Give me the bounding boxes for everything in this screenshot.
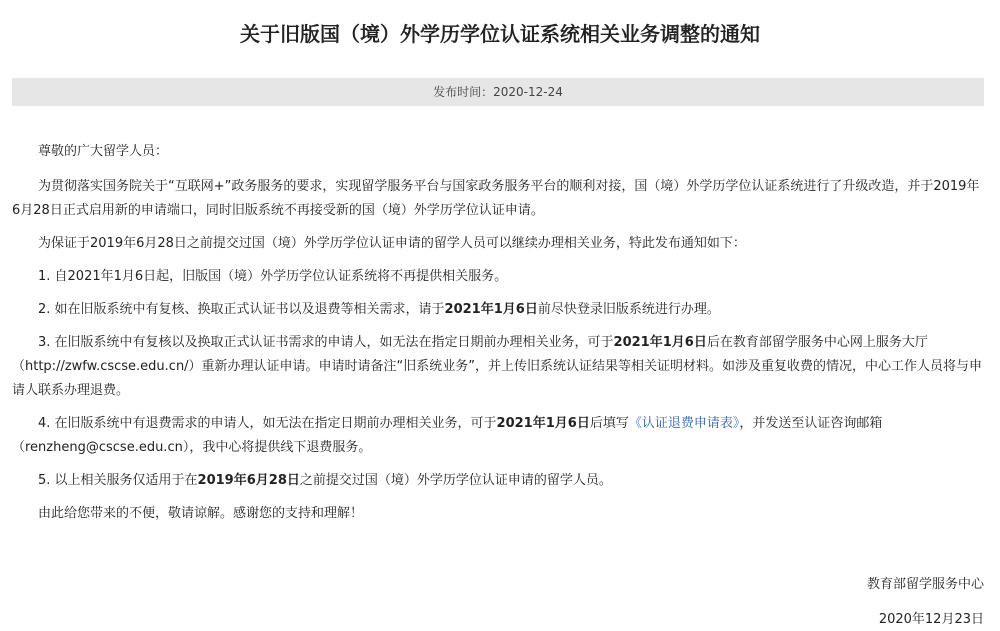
signature-org: 教育部留学服务中心 xyxy=(866,577,984,592)
item-2-date: 2021年1月6日 xyxy=(444,302,538,317)
item-4-text-d: ，并发送至认证咨询邮箱（renzheng@cscse.edu.cn），我中心将提供线下退费服务。 xyxy=(12,416,883,455)
refund-form-link[interactable]: 《认证退费申请表》 xyxy=(628,416,740,431)
publish-label: 发布时间： xyxy=(433,85,494,99)
item-4-text-c: 后填写 xyxy=(589,416,629,431)
item-4-date: 2021年1月6日 xyxy=(496,416,590,431)
notice-item-1: 1. 自2021年1月6日起，旧版国（境）外学历学位认证系统将不再提供相关服务。 xyxy=(38,269,508,284)
item-3-text-a: 3. 在旧版系统中有复核以及换取正式认证书需求的申请人，如无法在指定日期前办理相关业务，可于 xyxy=(38,335,614,350)
item-5-date: 2019年6月28日 xyxy=(197,473,300,488)
paragraph-purpose: 为保证于2019年6月28日之前提交过国（境）外学历学位认证申请的留学人员可以继续办理相关业务，特此发布通知如下： xyxy=(38,236,746,251)
publish-date: 2020-12-24 xyxy=(493,85,563,99)
closing-text: 由此给您带来的不便，敬请谅解。感谢您的支持和理解！ xyxy=(38,506,364,521)
item-4-text-a: 4. 在旧版系统中有退费需求的申请人，如无法在指定日期前办理相关业务，可于 xyxy=(38,416,497,431)
item-2-text-a: 2. 如在旧版系统中有复核、换取正式认证书以及退费等相关需求，请于 xyxy=(38,302,445,317)
page-title: 关于旧版国（境）外学历学位认证系统相关业务调整的通知 xyxy=(240,22,760,46)
item-3-date: 2021年1月6日 xyxy=(613,335,707,350)
notice-item-2 xyxy=(12,298,984,322)
signature-date: 2020年12月23日 xyxy=(878,612,984,627)
notice-item-5 xyxy=(12,469,984,493)
item-5-text-c: 之前提交过国（境）外学历学位认证申请的留学人员。 xyxy=(299,473,612,488)
item-2-text-c: 前尽快登录旧版系统进行办理。 xyxy=(537,302,720,317)
item-5-text-a: 5. 以上相关服务仅适用于在 xyxy=(38,473,198,488)
salutation: 尊敬的广大留学人员： xyxy=(38,144,169,159)
item-3-text-c: 后在教育部留学服务中心网上服务大厅（http://zwfw.cscse.edu.cn/）重新办理认证申请。申请时请备注“旧系统业务”，并上传旧系统认证结果等相关证明材料。如涉及重复收费的情况，中心工作人员将与申请人联系办理退费。 xyxy=(12,335,983,398)
notice-item-4 xyxy=(12,412,984,460)
paragraph-intro: 为贯彻落实国务院关于“互联网+”政务服务的要求，实现留学服务平台与国家政务服务平台的顺利对接，国（境）外学历学位认证系统进行了升级改造，并于2019年6月28日正式启用新的申请端口，同时旧版系统不再接受新的国（境）外学历学位认证申请。 xyxy=(12,179,980,218)
notice-body xyxy=(12,140,984,535)
publish-date-bar xyxy=(12,78,984,106)
notice-item-3 xyxy=(12,331,984,403)
